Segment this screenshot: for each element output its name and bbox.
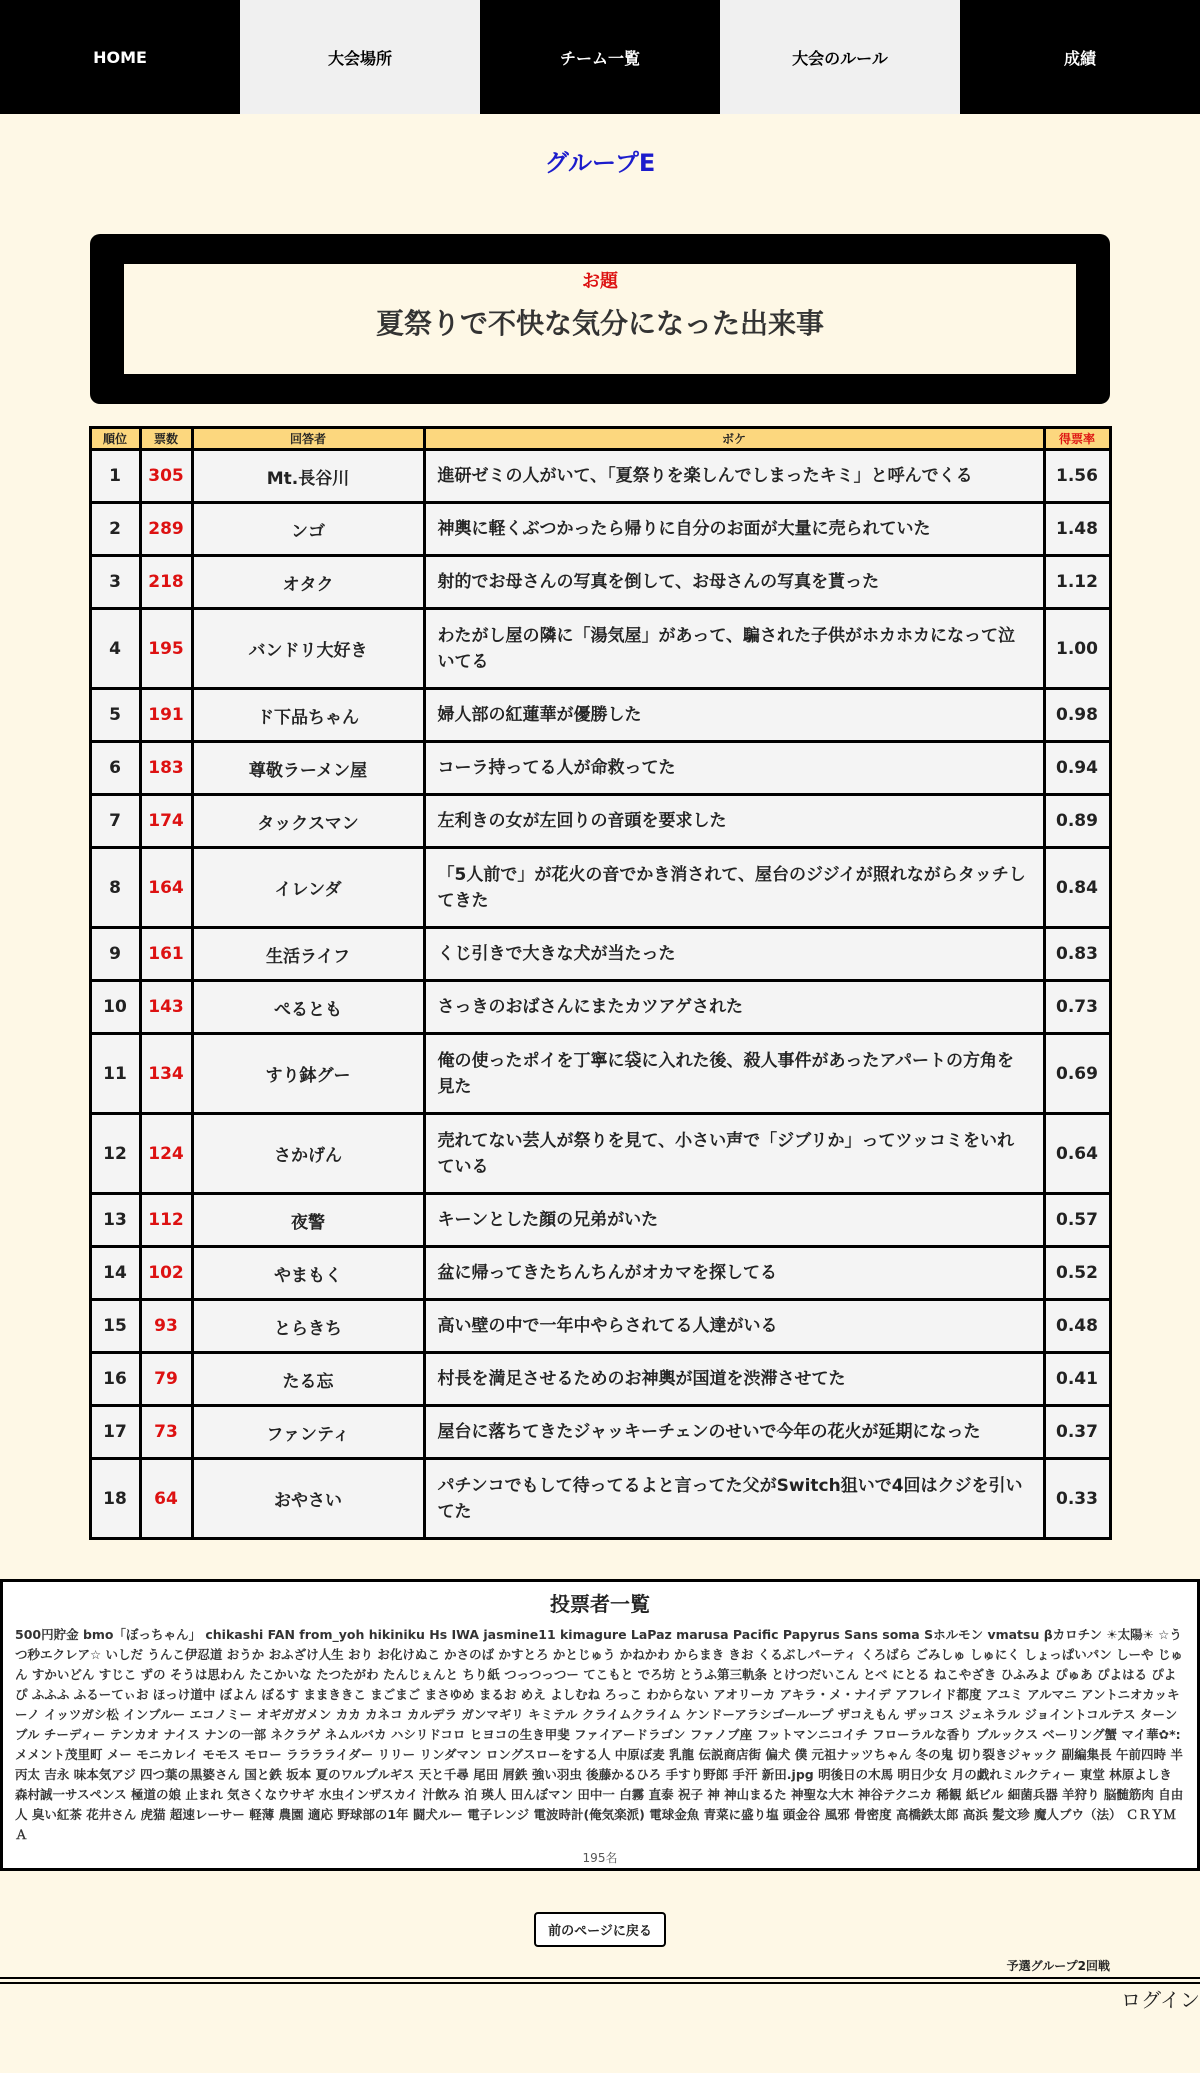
table-row (90, 1034, 1110, 1114)
rate-cell: 0.83 (1044, 928, 1110, 981)
votes-cell: 183 (140, 742, 192, 795)
table-row (90, 1406, 1110, 1459)
boke-cell: 射的でお母さんの写真を倒して、お母さんの写真を貰った (424, 556, 1044, 609)
rate-cell: 0.73 (1044, 981, 1110, 1034)
votes-cell: 174 (140, 795, 192, 848)
name-cell: 夜警 (192, 1194, 424, 1247)
rate-cell: 1.00 (1044, 609, 1110, 689)
odai-text: 夏祭りで不快な気分になった出来事 (375, 307, 824, 340)
rank-cell: 12 (90, 1114, 140, 1194)
voters-count: 195名 (582, 1851, 618, 1865)
boke-cell: キーンとした顔の兄弟がいた (424, 1194, 1044, 1247)
votes-cell: 134 (140, 1034, 192, 1114)
boke-cell: 盆に帰ってきたちんちんがオカマを探してる (424, 1247, 1044, 1300)
votes-cell: 64 (140, 1459, 192, 1539)
rate-cell: 0.33 (1044, 1459, 1110, 1539)
table-row (90, 1459, 1110, 1539)
boke-cell: さっきのおばさんにまたカツアゲされた (424, 981, 1044, 1034)
nav-results[interactable]: 成績 (960, 0, 1200, 114)
header-rate: 得票率 (1044, 428, 1110, 450)
nav-rules[interactable]: 大会のルール (720, 0, 960, 114)
name-cell: ファンティ (192, 1406, 424, 1459)
rate-cell: 0.69 (1044, 1034, 1110, 1114)
table-row (90, 1247, 1110, 1300)
boke-cell: 婦人部の紅蓮華が優勝した (424, 689, 1044, 742)
table-row (90, 503, 1110, 556)
rank-cell: 5 (90, 689, 140, 742)
boke-cell: 俺の使ったポイを丁寧に袋に入れた後、殺人事件があったアパートの方角を見た (424, 1034, 1044, 1114)
votes-cell: 93 (140, 1300, 192, 1353)
voters-panel (0, 1579, 1200, 1871)
rank-cell: 6 (90, 742, 140, 795)
rate-cell: 0.37 (1044, 1406, 1110, 1459)
back-button[interactable]: 前のページに戻る (534, 1912, 666, 1947)
voters-title: 投票者一覧 (550, 1592, 650, 1616)
votes-cell: 124 (140, 1114, 192, 1194)
table-body (90, 450, 1110, 1539)
rate-cell: 1.48 (1044, 503, 1110, 556)
results-table (89, 426, 1112, 1540)
odai-label: お題 (582, 271, 618, 292)
table-row (90, 689, 1110, 742)
boke-cell: 「5人前で」が花火の音でかき消されて、屋台のジジイが照れながらタッチしてきた (424, 848, 1044, 928)
name-cell: バンドリ大好き (192, 609, 424, 689)
table-header-row (90, 428, 1110, 450)
rate-cell: 0.57 (1044, 1194, 1110, 1247)
login-link[interactable]: ログイン (1121, 1988, 1200, 2012)
name-cell: おやさい (192, 1459, 424, 1539)
name-cell: 生活ライフ (192, 928, 424, 981)
votes-cell: 102 (140, 1247, 192, 1300)
votes-cell: 164 (140, 848, 192, 928)
table-row (90, 981, 1110, 1034)
rate-cell: 0.41 (1044, 1353, 1110, 1406)
name-cell: やまもく (192, 1247, 424, 1300)
rank-cell: 4 (90, 609, 140, 689)
table-row (90, 928, 1110, 981)
name-cell: ド下品ちゃん (192, 689, 424, 742)
table-row (90, 450, 1110, 503)
rank-cell: 1 (90, 450, 140, 503)
votes-cell: 73 (140, 1406, 192, 1459)
rate-cell: 0.98 (1044, 689, 1110, 742)
rate-cell: 0.94 (1044, 742, 1110, 795)
boke-cell: パチンコでもして待ってるよと言ってた父がSwitch狙いで4回はクジを引いてた (424, 1459, 1044, 1539)
round-label: 予選グループ2回戦 (1006, 1959, 1110, 1973)
table-row (90, 556, 1110, 609)
name-cell: とらきち (192, 1300, 424, 1353)
rank-cell: 15 (90, 1300, 140, 1353)
table-row (90, 1194, 1110, 1247)
divider (0, 1977, 1200, 1984)
nav-venue[interactable]: 大会場所 (240, 0, 480, 114)
rank-cell: 8 (90, 848, 140, 928)
boke-cell: わたがし屋の隣に「湯気屋」があって、騙された子供がホカホカになって泣いてる (424, 609, 1044, 689)
nav-teams[interactable]: チーム一覧 (480, 0, 720, 114)
boke-cell: コーラ持ってる人が命救ってた (424, 742, 1044, 795)
header-votes: 票数 (140, 428, 192, 450)
table-row (90, 1353, 1110, 1406)
boke-cell: 左利きの女が左回りの音頭を要求した (424, 795, 1044, 848)
votes-cell: 218 (140, 556, 192, 609)
boke-cell: 神輿に軽くぶつかったら帰りに自分のお面が大量に売られていた (424, 503, 1044, 556)
name-cell: さかげん (192, 1114, 424, 1194)
votes-cell: 305 (140, 450, 192, 503)
nav-home[interactable]: HOME (0, 0, 240, 114)
table-row (90, 1114, 1110, 1194)
table-row (90, 609, 1110, 689)
rate-cell: 0.89 (1044, 795, 1110, 848)
boke-cell: 売れてない芸人が祭りを見て、小さい声で「ジブリか」ってツッコミをいれている (424, 1114, 1044, 1194)
votes-cell: 191 (140, 689, 192, 742)
back-wrap (0, 1912, 1200, 1947)
rate-cell: 1.56 (1044, 450, 1110, 503)
votes-cell: 161 (140, 928, 192, 981)
votes-cell: 112 (140, 1194, 192, 1247)
header-rank: 順位 (90, 428, 140, 450)
boke-cell: 村長を満足させるためのお神輿が国道を渋滞させてた (424, 1353, 1044, 1406)
group-title: グループE (544, 149, 656, 177)
name-cell: オタク (192, 556, 424, 609)
name-cell: タックスマン (192, 795, 424, 848)
name-cell: Mt.長谷川 (192, 450, 424, 503)
boke-cell: 高い壁の中で一年中やらされてる人達がいる (424, 1300, 1044, 1353)
rank-cell: 2 (90, 503, 140, 556)
odai-panel (90, 234, 1110, 404)
table-row (90, 848, 1110, 928)
rank-cell: 11 (90, 1034, 140, 1114)
name-cell: イレンダ (192, 848, 424, 928)
boke-cell: 進研ゼミの人がいて、「夏祭りを楽しんでしまったキミ」と呼んでくる (424, 450, 1044, 503)
rank-cell: 16 (90, 1353, 140, 1406)
table-row (90, 742, 1110, 795)
rate-cell: 1.12 (1044, 556, 1110, 609)
votes-cell: 195 (140, 609, 192, 689)
table-row (90, 1300, 1110, 1353)
name-cell: ぺるとも (192, 981, 424, 1034)
header-boke: ボケ (424, 428, 1044, 450)
rate-cell: 0.64 (1044, 1114, 1110, 1194)
votes-cell: 289 (140, 503, 192, 556)
name-cell: すり鉢グー (192, 1034, 424, 1114)
boke-cell: 屋台に落ちてきたジャッキーチェンのせいで今年の花火が延期になった (424, 1406, 1044, 1459)
rate-cell: 0.52 (1044, 1247, 1110, 1300)
rank-cell: 17 (90, 1406, 140, 1459)
rank-cell: 7 (90, 795, 140, 848)
rank-cell: 10 (90, 981, 140, 1034)
votes-cell: 143 (140, 981, 192, 1034)
rank-cell: 9 (90, 928, 140, 981)
rank-cell: 14 (90, 1247, 140, 1300)
header-name: 回答者 (192, 428, 424, 450)
top-nav (0, 0, 1200, 114)
name-cell: 尊敬ラーメン屋 (192, 742, 424, 795)
rate-cell: 0.84 (1044, 848, 1110, 928)
votes-cell: 79 (140, 1353, 192, 1406)
voters-list: 500円貯金 bmo「ぼっちゃん」 chikashi FAN from_yoh hikiniku Hs IWA jasmine11 kimagure LaPaz marusa Pacific Papyrus Sans soma Sホルモン vmatsu βカロチン ☀太陽☀ ☆うつ秒エクレア☆ いしだ うんこ伊忍道 おうか おふざけ人生 おり お化けぬこ かさのば かすとろ かとじゅう かねかわ からまき きお くるぶしパーティ くろばら ごみしゅ しゅにく しょっぱいパン しーや じゅん すかいどん すじこ ずの そうは思わん たこかいな たつたがわ たんじぇんと ちり紙 つっつっつー てこもと でろ坊 とうふ第三軌条 とけつだいこん とべ にとる ねこやざき ひふみよ ぴゅあ ぴよはる ぴよぴ ふふふ ふるーてぃお ほっけ道中 ぼよん ぼるす ままききこ まごまご まさゆめ まるお めえ よしむね ろっこ わからない アオリーカ アキラ・メ・ナイデ アフレイド都度 アユミ アルマニ アントニオカッキーノ イッツガシ松 インブルー エコノミー オギガガメン カカ カネコ カルデラ ガンマギリ キミテル クライムクライム ケンドーアラシゴーループ ザコえもん ザッコス ジェネラル ジョイントコルテス ターンブル チーディー テンカオ ナイス ナンの一部 ネクラゲ ネムルバカ ハシリドコロ ヒヨコの生き甲斐 ファイアードラゴン ファノブ座 フットマンニコイチ フローラルな香り ブルックス ベーリング蟹 マイ華✿*: メメント茂里町 メー モニカレイ モモス モロー ラララライダー リリー リンダマン ロングスローをする人 中原ぼ麦 乳龍 伝説商店街 偏犬 僕 元祖ナッツちゃん 冬の鬼 切り裂きジャック 副編集長 午前四時 半丙太 吉永 味本気アジ 四つ葉の黒婆さん 国と鉄 坂本 夏のワルプルギス 天と千尋 尾田 屑鉄 強い羽虫 後藤かるひろ 手すり野郎 手汗 新田.jpg 明後日の木馬 明日少女 月の戯れミルクティー 東堂 林原よしき 森村誠一サスペンス 極道の娘 止まれ 気さくなウサギ 水虫インザスカイ 汁飲み 泊 瑛人 田んぼマン 田中一 白霧 直泰 祝子 神 神山まるた 神聖な大木 神谷テクニカ 稀観 紙ビル 細菌兵器 羊狩り 脳髄筋肉 自由人 臭い紅茶 花井さん 虎猫 超速レーサー 軽薄 農園 適応 野球部の1年 闘犬ルー 電子レンジ 電波時計(俺気楽派) 電球金魚 青菜に盛り塩 頭金谷 風邪 骨密度 高橋鉄太郎 高浜 髪文珍 魔人ブウ（法） ＣＲＹＭＡ (15, 1627, 1184, 1842)
rank-cell: 18 (90, 1459, 140, 1539)
name-cell: たる忘 (192, 1353, 424, 1406)
boke-cell: くじ引きで大きな犬が当たった (424, 928, 1044, 981)
rate-cell: 0.48 (1044, 1300, 1110, 1353)
name-cell: ンゴ (192, 503, 424, 556)
rank-cell: 3 (90, 556, 140, 609)
table-row (90, 795, 1110, 848)
rank-cell: 13 (90, 1194, 140, 1247)
odai-inner (124, 264, 1076, 374)
